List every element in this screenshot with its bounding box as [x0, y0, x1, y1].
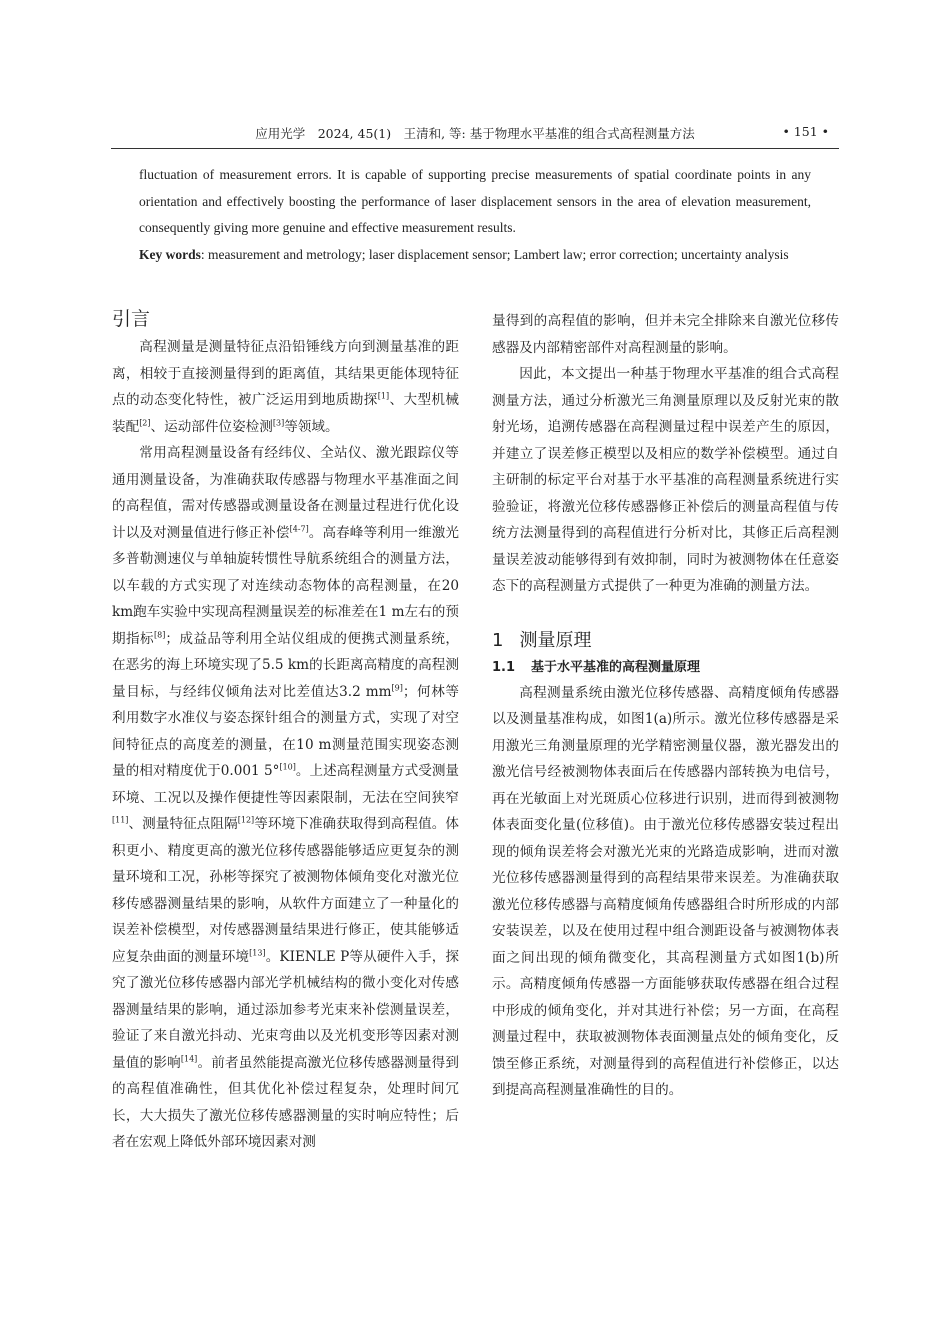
- citation[interactable]: [11]: [112, 815, 129, 825]
- citation[interactable]: [8]: [154, 629, 166, 639]
- intro-heading: 引言: [112, 308, 151, 330]
- running-head: 应用光学 2024, 45(1) 王清和, 等: 基于物理水平基准的组合式高程测量方法: [255, 126, 695, 141]
- citation[interactable]: [4-7]: [289, 523, 309, 533]
- citation[interactable]: [10]: [279, 762, 296, 772]
- citation[interactable]: [3]: [272, 417, 285, 427]
- right-column: [492, 308, 839, 1104]
- citation[interactable]: [9]: [391, 682, 403, 692]
- intro-paragraph-1: 高程测量是测量特征点沿铅锤线方向到测量基准的距离，相较于直接测量得到的距离值，其结果更能体现特征点的动态变化特性，被广泛运用到地质勘探[1]、大型机械装配[2]、运动部件位姿检测[3]等领域。: [112, 339, 460, 435]
- section-1-1-heading: 1.1 基于水平基准的高程测量原理: [492, 659, 701, 675]
- left-column: [112, 304, 459, 1156]
- intro-paragraph-2: 常用高程测量设备有经纬仪、全站仪、激光跟踪仪等通用测量设备，为准确获取传感器与物理水平基准面之间的高程值，需对传感器或测量设备在测量过程进行优化设计以及对测量值进行修正补偿[4-7]。高春峰等利用一维激光多普勒测速仪与单轴旋转惯性导航系统组合的测量方法，以车载的方式实现了对连续动态物体的高程测量，在20 km跑车实验中实现高程测量误差的标准差在1 m左右的预期指标[8]；成益品等利用全站仪组成的便携式测量系统，在恶劣的海上环境实现了5.5 km的长距离高精度的高程测量目标，与经纬仪倾角法对比差值达3.2 mm[9]；何林等利用数字水准仪与姿态探针组合的测量方式，实现了对空间特征点的高度差的测量，在10 m测量范围实现姿态测量的相对精度优于0.001 5°[10]。上述高程测量方式受测量环境、工况以及操作便捷性等因素限制，无法在空间狭窄[11]、测量特征点阻隔[12]等环境下准确获取得到高程值。体积更小、精度更高的激光位移传感器能够适应更复杂的测量环境和工况，孙彬等探究了被测物体倾角变化对激光位移传感器测量结果的影响，从软件方面建立了一种量化的误差补偿模型，对传感器测量结果进行修正，使其能够适应复杂曲面的测量环境[13]。KIENLE P等从硬件入手，探究了激光位移传感器内部光学机械结构的微小变化对传感器测量结果的影响，通过添加参考光束来补偿测量误差，验证了来自激光抖动、光束弯曲以及光机变形等因素对测量值的影响[14]。前者虽然能提高激光位移传感器测量得到的高程值准确性，但其优化补偿过程复杂，处理时间冗长，大大损失了激光位移传感器测量的实时响应特性；后者在宏观上降低外部环境因素对测: [112, 445, 460, 1150]
- citation[interactable]: [12]: [237, 815, 255, 825]
- keywords-label: Key words: [139, 246, 201, 262]
- page-number: • 151 •: [782, 124, 829, 139]
- abstract-text: fluctuation of measurement errors. It is capable of supporting precise measurements of spatial coordinate points in any orientation and effectively boosting the performance of laser displacement sensors in the area of elevation measurement, consequently giving more genuine and effective measurement results.: [139, 167, 811, 235]
- citation[interactable]: [1]: [377, 391, 390, 401]
- section-1-1-paragraph: 高程测量系统由激光位移传感器、高精度倾角传感器以及测量基准构成，如图1(a)所示。激光位移传感器是采用激光三角测量原理的光学精密测量仪器，激光器发出的激光信号经被测物体表面后在传感器内部转换为电信号，再在光敏面上对光斑质心位移进行识别，进而得到被测物体表面变化量(位移值)。由于激光位移传感器安装过程出现的倾角误差将会对激光光束的光路造成影响，进而对激光位移传感器测量得到的高程结果带来误差。为准确获取激光位移传感器与高精度倾角传感器组合时所形成的内部安装误差，以及在使用过程中组合测距设备与被测物体表面之间出现的倾角微变化，其高程测量方式如图1(b)所示。高精度倾角传感器一方面能够获取传感器在组合过程中形成的倾角变化，并对其进行补偿；另一方面，在高程测量过程中，获取被测物体表面测量点处的倾角变化，反馈至修正系统，对测量得到的高程值进行补偿修正，以达到提高高程测量准确性的目的。: [492, 684, 839, 1098]
- intro-paragraph-3: 因此，本文提出一种基于物理水平基准的组合式高程测量方法，通过分析激光三角测量原理以及反射光束的散射光场，追溯传感器在高程测量过程中误差产生的原因，并建立了误差修正模型以及相应的数学补偿模型。通过自主研制的标定平台对基于水平基准的高程测量系统进行实验验证，将激光位移传感器修正补偿后的测量高程值与传统方法测量得到的高程值进行分析对比，其修正后高程测量误差波动能够得到有效抑制，同时为被测物体在任意姿态下的高程测量方式提供了一种更为准确的测量方法。: [492, 366, 839, 594]
- citation[interactable]: [2]: [139, 417, 151, 427]
- citation[interactable]: [14]: [180, 1053, 198, 1063]
- running-header: [111, 118, 839, 149]
- intro-paragraph-continued: 量得到的高程值的影响，但并未完全排除来自激光位移传感器及内部精密部件对高程测量的影响。: [492, 313, 839, 356]
- citation[interactable]: [13]: [249, 947, 266, 957]
- section-1-heading: 1 测量原理: [492, 629, 592, 651]
- keywords-line: [139, 242, 811, 269]
- abstract-block: [139, 162, 811, 268]
- keywords-text: : measurement and metrology; laser displacement sensor; Lambert law; error correction; uncertainty analysis: [200, 246, 789, 262]
